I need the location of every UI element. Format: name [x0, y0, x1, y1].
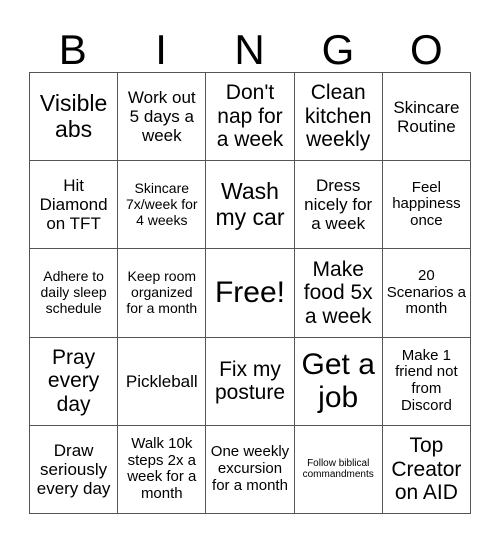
bingo-cell[interactable]: Walk 10k steps 2x a week for a month	[118, 426, 206, 514]
bingo-cell[interactable]: Keep room organized for a month	[118, 249, 206, 337]
free-space[interactable]: Free!	[206, 249, 294, 337]
bingo-cell[interactable]: Dress nicely for a week	[295, 161, 383, 249]
bingo-cell[interactable]: Feel happiness once	[383, 161, 471, 249]
bingo-cell[interactable]: Work out 5 days a week	[118, 73, 206, 161]
bingo-cell[interactable]: Visible abs	[30, 73, 118, 161]
bingo-cell[interactable]: Follow biblical commandments	[295, 426, 383, 514]
bingo-cell[interactable]: Adhere to daily sleep schedule	[30, 249, 118, 337]
header-letter-n: N	[234, 26, 266, 73]
bingo-cell[interactable]: Skincare 7x/week for 4 weeks	[118, 161, 206, 249]
bingo-cell[interactable]: Wash my car	[206, 161, 294, 249]
bingo-cell[interactable]: Draw seriously every day	[30, 426, 118, 514]
bingo-cell[interactable]: Clean kitchen weekly	[295, 73, 383, 161]
bingo-cell[interactable]: Hit Diamond on TFT	[30, 161, 118, 249]
bingo-cell[interactable]: Pray every day	[30, 338, 118, 426]
bingo-cell[interactable]: Get a job	[295, 338, 383, 426]
header-letter-i: I	[155, 26, 168, 73]
bingo-cell[interactable]: Pickleball	[118, 338, 206, 426]
header-letter-o: O	[409, 26, 444, 73]
bingo-cell[interactable]: 20 Scenarios a month	[383, 249, 471, 337]
bingo-cell[interactable]: Skincare Routine	[383, 73, 471, 161]
bingo-cell[interactable]: Don't nap for a week	[206, 73, 294, 161]
bingo-cell[interactable]: Top Creator on AID	[383, 426, 471, 514]
bingo-cell[interactable]: Fix my posture	[206, 338, 294, 426]
bingo-cell[interactable]: One weekly excursion for a month	[206, 426, 294, 514]
bingo-cell[interactable]: Make food 5x a week	[295, 249, 383, 337]
bingo-header	[29, 26, 471, 74]
bingo-cell[interactable]: Make 1 friend not from Discord	[383, 338, 471, 426]
header-letter-g: G	[321, 26, 356, 73]
header-letter-b: B	[58, 26, 88, 73]
bingo-board	[29, 72, 471, 514]
